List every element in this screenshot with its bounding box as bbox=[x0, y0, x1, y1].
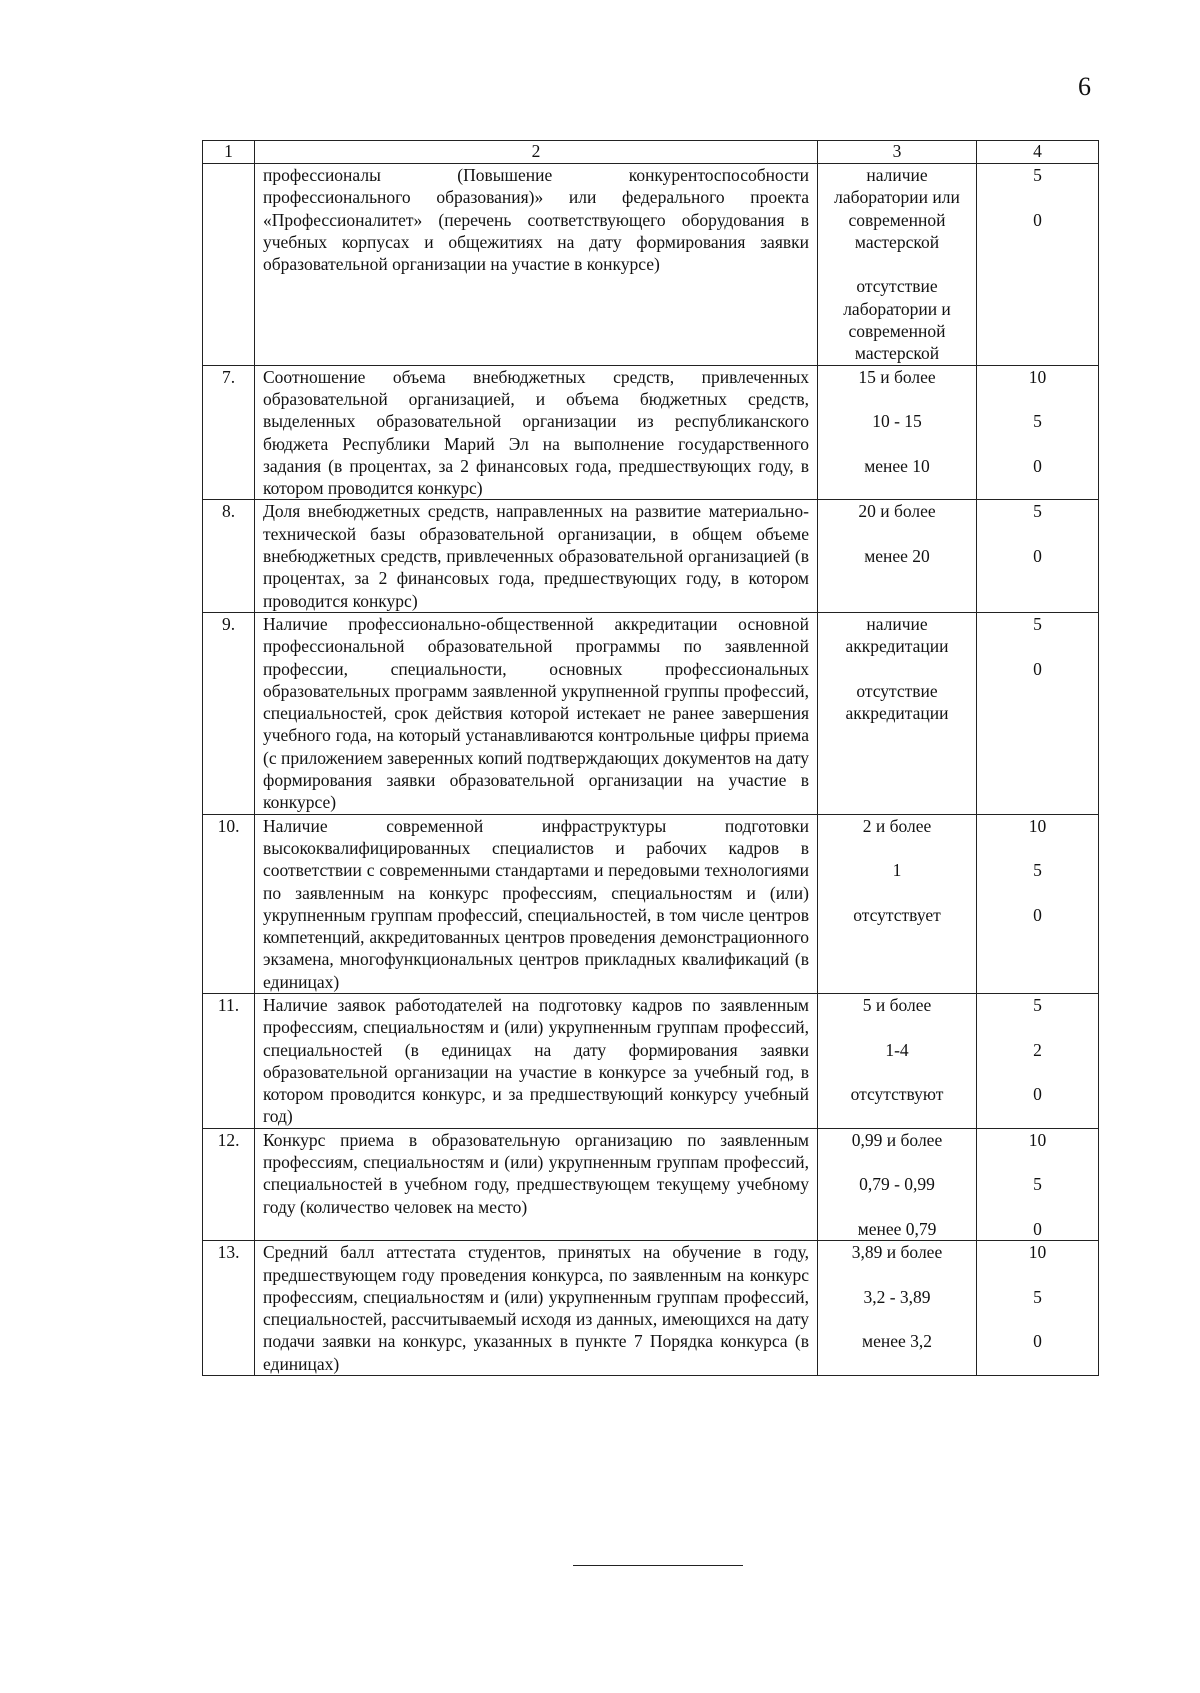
criterion-scores bbox=[977, 1128, 1099, 1240]
score-value: 0 bbox=[1033, 1218, 1042, 1239]
column-header-1: 1 bbox=[203, 141, 255, 164]
score-value: 0 bbox=[1033, 455, 1042, 476]
value-option: 1-4 bbox=[885, 1039, 909, 1060]
value-option: менее 20 bbox=[864, 546, 930, 567]
criterion-description: Конкурс приема в образовательную организацию по заявленным профессиям, специальностям и (или) укрупненным группам профессий, специальностей в учебном году, предшествующем текущему учебному году (количество человек на место) bbox=[255, 1128, 818, 1240]
row-number: 12. bbox=[203, 1128, 255, 1240]
criterion-values bbox=[818, 1241, 977, 1376]
criterion-values bbox=[818, 612, 977, 814]
score-value: 5 bbox=[1033, 1286, 1042, 1307]
table-row bbox=[203, 164, 1099, 366]
value-option: 0,99 и более bbox=[851, 1129, 943, 1150]
row-number: 10. bbox=[203, 814, 255, 993]
row-number: 13. bbox=[203, 1241, 255, 1376]
value-option: менее 3,2 bbox=[862, 1331, 932, 1352]
footer-divider bbox=[573, 1565, 743, 1566]
table-row bbox=[203, 993, 1099, 1128]
value-option: 5 и более bbox=[862, 994, 932, 1015]
value-option: менее 10 bbox=[864, 455, 930, 476]
row-number: 9. bbox=[203, 612, 255, 814]
table-row bbox=[203, 1241, 1099, 1376]
criterion-description: Наличие профессионально-общественной аккредитации основной профессиональной образовательной программы по заявленной профессии, специальности, основных профессиональных образовательных программ заявленной укрупненной группы профессий, специальностей, срок действия которой истекает не ранее завершения учебного года, на который устанавливаются контрольные цифры приема (с приложением заверенных копий подтверждающих документов на дату формирования заявки образовательной организации на участие в конкурсе) bbox=[255, 612, 818, 814]
table-row bbox=[203, 612, 1099, 814]
criterion-scores bbox=[977, 500, 1099, 612]
value-option: 20 и более bbox=[858, 501, 936, 522]
score-value: 10 bbox=[1028, 815, 1047, 836]
header-row bbox=[203, 141, 1099, 164]
score-value: 10 bbox=[1028, 1242, 1047, 1263]
score-value: 0 bbox=[1033, 904, 1042, 925]
criterion-scores bbox=[977, 814, 1099, 993]
score-value: 2 bbox=[1033, 1039, 1042, 1060]
criterion-values bbox=[818, 814, 977, 993]
criterion-scores bbox=[977, 993, 1099, 1128]
value-option: отсутствие лаборатории и современной мастерской bbox=[843, 276, 951, 364]
value-option: 10 - 15 bbox=[872, 411, 922, 432]
value-option: отсутствие аккредитации bbox=[845, 680, 949, 724]
criterion-values bbox=[818, 164, 977, 366]
criterion-scores bbox=[977, 612, 1099, 814]
score-value: 5 bbox=[1033, 994, 1042, 1015]
criterion-description: Наличие заявок работодателей на подготовку кадров по заявленным профессиям, специальностям и (или) укрупненным группам профессий, специальностей (в единицах на дату формирования заявки образовательной организации на участие в конкурсе за учебный год, в котором проводится конкурс, и за предшествующий конкурсу учебный год) bbox=[255, 993, 818, 1128]
score-value: 0 bbox=[1033, 546, 1042, 567]
criterion-scores bbox=[977, 164, 1099, 366]
score-value: 5 bbox=[1033, 165, 1042, 185]
value-option: менее 0,79 bbox=[857, 1218, 937, 1239]
value-option: 0,79 - 0,99 bbox=[859, 1174, 935, 1195]
criterion-description: Соотношение объема внебюджетных средств, привлеченных образовательной организацией, и объема бюджетных средств, выделенных образовательной организации из республиканского бюджета Республики Марий Эл на выполнение государственного задания (в процентах, за 2 финансовых года, предшествующих году, в котором проводится конкурс) bbox=[255, 365, 818, 500]
row-number bbox=[203, 164, 255, 366]
score-value: 5 bbox=[1033, 613, 1042, 634]
table-row bbox=[203, 500, 1099, 612]
table-header bbox=[203, 141, 1099, 164]
table-row bbox=[203, 814, 1099, 993]
row-number: 11. bbox=[203, 993, 255, 1128]
value-option: 15 и более bbox=[858, 366, 936, 387]
criterion-scores bbox=[977, 365, 1099, 500]
criterion-values bbox=[818, 1128, 977, 1240]
value-option: 1 bbox=[892, 860, 902, 881]
table-row bbox=[203, 1128, 1099, 1240]
score-value: 5 bbox=[1033, 501, 1042, 522]
criteria-table bbox=[202, 140, 1099, 1376]
criterion-scores bbox=[977, 1241, 1099, 1376]
score-value: 0 bbox=[1033, 658, 1042, 679]
criterion-values bbox=[818, 993, 977, 1128]
criterion-description: Наличие современной инфраструктуры подготовки высококвалифицированных специалистов и рабочих кадров в соответствии с современными стандартами и передовыми технологиями по заявленным на конкурс профессиям, специальностям и (или) укрупненным группам профессий, специальностей, в том числе центров компетенций, аккредитованных центров проведения демонстрационного экзамена, многофункциональных центров прикладных квалификаций (в единицах) bbox=[255, 814, 818, 993]
value-option: 3,89 и более bbox=[851, 1242, 943, 1263]
column-header-3: 3 bbox=[818, 141, 977, 164]
column-header-4: 4 bbox=[977, 141, 1099, 164]
value-option: 2 и более bbox=[862, 815, 932, 836]
score-value: 10 bbox=[1028, 366, 1047, 387]
score-value: 10 bbox=[1028, 1129, 1047, 1150]
criterion-description: Доля внебюджетных средств, направленных на развитие материально-технической базы образовательной организации, в общем объеме внебюджетных средств, привлеченных образовательной организацией (в процентах, за 2 финансовых года, предшествующих году, в котором проводится конкурс) bbox=[255, 500, 818, 612]
value-option: отсутствует bbox=[853, 904, 941, 925]
criterion-values bbox=[818, 365, 977, 500]
page-number: 6 bbox=[1078, 72, 1091, 101]
criterion-values bbox=[818, 500, 977, 612]
value-option: 3,2 - 3,89 bbox=[863, 1286, 931, 1307]
score-value: 5 bbox=[1033, 1174, 1042, 1195]
value-option: наличие лаборатории или современной мастерской bbox=[834, 165, 960, 252]
column-header-2: 2 bbox=[255, 141, 818, 164]
table-body bbox=[203, 164, 1099, 1376]
score-value: 0 bbox=[1033, 1331, 1042, 1352]
row-number: 8. bbox=[203, 500, 255, 612]
value-option: наличие аккредитации bbox=[845, 613, 949, 657]
table-row bbox=[203, 365, 1099, 500]
score-value: 5 bbox=[1033, 860, 1042, 881]
criterion-description: профессионалы (Повышение конкурентоспособности профессионального образования)» или федерального проекта «Профессионалитет» (перечень соответствующего оборудования в учебных корпусах и общежитиях на дату формирования заявки образовательной организации на участие в конкурсе) bbox=[255, 164, 818, 366]
score-value: 0 bbox=[1033, 209, 1042, 230]
score-value: 5 bbox=[1033, 411, 1042, 432]
score-value: 0 bbox=[1033, 1084, 1042, 1105]
criterion-description: Средний балл аттестата студентов, принятых на обучение в году, предшествующем году проведения конкурса, по заявленным на конкурс профессиям, специальностям и (или) укрупненным группам профессий, специальностей, рассчитываемый исходя из данных, имеющихся на дату подачи заявки на конкурс, указанных в пункте 7 Порядка конкурса (в единицах) bbox=[255, 1241, 818, 1376]
row-number: 7. bbox=[203, 365, 255, 500]
value-option: отсутствуют bbox=[850, 1084, 944, 1105]
